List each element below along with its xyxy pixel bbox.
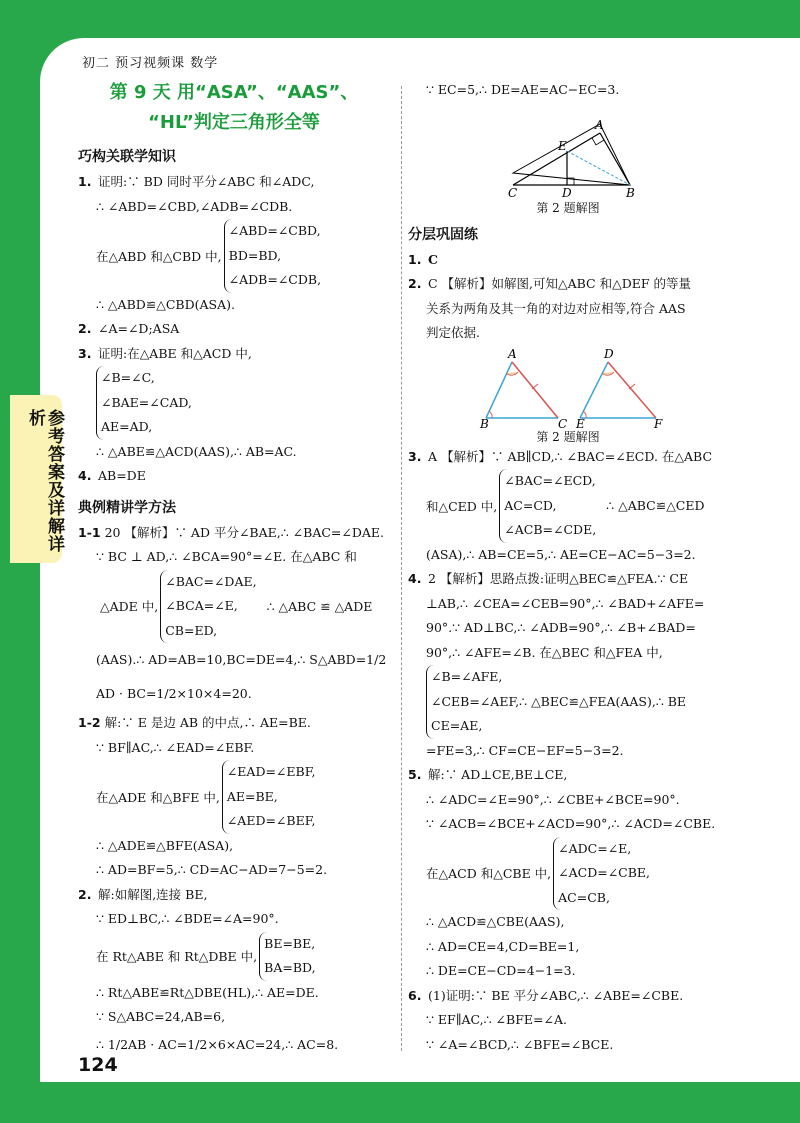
question-number: 6. bbox=[408, 987, 422, 1003]
answer-text: 解:∵ AD⊥CE,BE⊥CE, bbox=[427, 767, 568, 782]
question-number: 4. bbox=[78, 468, 92, 483]
condition-group bbox=[78, 570, 390, 644]
question-number: 2. bbox=[78, 886, 92, 902]
answer-line bbox=[78, 464, 390, 489]
brace-block bbox=[426, 665, 686, 739]
answer-line: 判定依据. bbox=[426, 325, 480, 340]
question-number: 1-2 bbox=[78, 715, 101, 730]
answer-line: ∴ DE=CE−CD=4−1=3. bbox=[426, 963, 576, 978]
condition: ∠EAD=∠EBF, bbox=[226, 764, 316, 779]
answer-text: 证明:在△ABE 和△ACD 中, bbox=[97, 345, 252, 361]
answer-line: ∴ AD=CE=4,CD=BE=1, bbox=[426, 938, 580, 954]
question-number: 3. bbox=[78, 345, 92, 361]
answer-line bbox=[408, 272, 728, 297]
answer-line bbox=[408, 567, 728, 592]
label-d: D bbox=[604, 346, 614, 361]
side-tab-label: 参考答案及详解详析 bbox=[25, 409, 64, 553]
condition-intro: 和△CED 中, bbox=[426, 498, 498, 514]
segment-ed bbox=[580, 362, 608, 418]
label-e: E bbox=[576, 416, 585, 428]
brace-block bbox=[259, 932, 315, 981]
answer-line bbox=[78, 317, 390, 342]
answer-line bbox=[408, 984, 728, 1009]
condition-intro: 在△ACD 和△CBE 中, bbox=[426, 866, 552, 882]
answer-text: C 【解析】如解图,可知△ABC 和△DEF 的等量 bbox=[427, 276, 691, 291]
answer-line: ∵ ∠A=∠BCD,∴ ∠BFE=∠BCE. bbox=[426, 1036, 614, 1052]
label-d: D bbox=[562, 185, 572, 199]
answer-line: AD · BC=1/2×10×4=20. bbox=[96, 686, 252, 701]
page-number: 124 bbox=[78, 1054, 118, 1076]
figure-caption: 第 2 题解图 bbox=[536, 200, 600, 215]
answer-text: 证明:∵ BD 同时平分∠ABC 和∠ADC, bbox=[97, 174, 315, 189]
condition-group bbox=[78, 932, 390, 981]
answer-line bbox=[408, 763, 728, 788]
right-column bbox=[408, 78, 728, 1057]
label-a: A bbox=[595, 117, 604, 132]
label-b: B bbox=[626, 185, 635, 199]
answer-line: ∴ △ACD≌△CBE(AAS), bbox=[426, 914, 565, 929]
answer-text: 20 【解析】∵ AD 平分∠BAE,∴ ∠BAC=∠DAE. bbox=[104, 524, 385, 540]
condition: ∠ADB=∠CDB, bbox=[228, 272, 322, 287]
answer-line: 90°,∴ ∠AFE=∠B. 在△BEC 和△FEA 中, bbox=[426, 644, 663, 660]
right-angle-mark bbox=[592, 138, 604, 145]
condition: ∠B=∠C, bbox=[101, 370, 155, 385]
condition: AE=BE, bbox=[226, 788, 278, 804]
condition-conclusion: ∴ △ABC≌△CED bbox=[606, 498, 705, 514]
brace-block bbox=[160, 570, 256, 644]
label-b: B bbox=[480, 416, 489, 428]
brace-block bbox=[224, 219, 321, 293]
condition: BA=BD, bbox=[264, 960, 316, 975]
answer-line bbox=[408, 445, 728, 470]
segment-ba bbox=[486, 362, 512, 418]
answer-line: ∵ EF∥AC,∴ ∠BFE=∠A. bbox=[426, 1012, 567, 1027]
segment-df bbox=[608, 362, 656, 418]
condition: BD=BD, bbox=[228, 247, 282, 263]
answer-line bbox=[78, 170, 390, 195]
condition: BE=BE, bbox=[264, 935, 316, 951]
segment-ab bbox=[600, 133, 630, 185]
answer-line: ∵ ED⊥BC,∴ ∠BDE=∠A=90°. bbox=[96, 911, 279, 926]
condition-group bbox=[78, 219, 390, 293]
segment-ac bbox=[512, 362, 558, 418]
condition: ∠AED=∠BEF, bbox=[226, 813, 316, 828]
condition-intro: 在 Rt△ABE 和 Rt△DBE 中, bbox=[96, 949, 258, 964]
question-number: 2. bbox=[408, 276, 422, 291]
answer-line: ∵ EC=5,∴ DE=AE=AC−EC=3. bbox=[426, 82, 620, 97]
brace-block bbox=[499, 469, 596, 543]
answer-text: A 【解析】∵ AB∥CD,∴ ∠BAC=∠ECD. 在△ABC bbox=[427, 448, 713, 464]
condition: AE=AD, bbox=[101, 419, 153, 434]
condition-conclusion: ∴ △ABC ≌ △ADE bbox=[266, 598, 373, 614]
answer-line: 90°.∵ AD⊥BC,∴ ∠ADB=90°,∴ ∠B+∠BAD= bbox=[426, 620, 696, 635]
brace-block bbox=[96, 366, 192, 440]
answer-line: (AAS).∴ AD=AB=10,BC=DE=4,∴ S△ABD=1/2 bbox=[96, 652, 387, 667]
answer-line: ∵ S△ABC=24,AB=6, bbox=[96, 1009, 226, 1024]
answer-text: C bbox=[427, 251, 438, 267]
answer-line: ∵ BC ⊥ AD,∴ ∠BCA=90°=∠E. 在△ABC 和 bbox=[96, 549, 357, 564]
condition: AC=CB, bbox=[558, 889, 610, 905]
page-title bbox=[78, 78, 390, 138]
question-number: 2. bbox=[78, 321, 92, 336]
condition: ∠ACD=∠CBE, bbox=[558, 865, 651, 880]
title-line-1: 第 9 天 用“ASA”、“AAS”、 bbox=[109, 82, 359, 103]
label-c: C bbox=[508, 185, 518, 199]
condition-group bbox=[408, 469, 728, 543]
condition-intro: 在△ABD 和△CBD 中, bbox=[96, 248, 222, 264]
running-header: 初二 预习视频课 数学 bbox=[82, 56, 219, 71]
brace-block bbox=[553, 837, 650, 911]
answer-line: =FE=3,∴ CF=CE−EF=5−3=2. bbox=[426, 742, 624, 758]
answer-text: AB=DE bbox=[97, 468, 146, 483]
answer-line: ∴ ∠ADC=∠E=90°,∴ ∠CBE+∠BCE=90°. bbox=[426, 791, 680, 807]
answer-text: 解:如解图,连接 BE, bbox=[97, 886, 208, 902]
answer-line: ∵ BF∥AC,∴ ∠EAD=∠EBF. bbox=[96, 739, 255, 755]
condition: CB=ED, bbox=[165, 622, 218, 638]
answer-text: 2 【解析】思路点拨:证明△BEC≌△FEA.∵ CE bbox=[427, 571, 689, 586]
answer-line: ∴ 1/2AB · AC=1/2×6×AC=24,∴ AC=8. bbox=[96, 1036, 339, 1052]
condition: ∠CEB=∠AEF,∴ △BEC≌△FEA(AAS),∴ BE bbox=[431, 693, 687, 709]
answer-line bbox=[408, 248, 728, 273]
figure-1 bbox=[408, 103, 728, 199]
answer-line: ⊥AB,∴ ∠CEA=∠CEB=90°,∴ ∠BAD+∠AFE= bbox=[426, 595, 705, 611]
left-column bbox=[78, 78, 390, 1060]
condition-group bbox=[408, 837, 728, 911]
column-divider bbox=[401, 86, 402, 1051]
answer-line: (ASA),∴ AB=CE=5,∴ AE=CE−AC=5−3=2. bbox=[426, 546, 696, 562]
triangle-diagram-1 bbox=[408, 103, 728, 199]
condition-group bbox=[78, 366, 390, 440]
figure-2 bbox=[408, 346, 728, 428]
question-number: 1-1 bbox=[78, 524, 101, 540]
section-heading: 巧构关联学知识 bbox=[78, 149, 176, 165]
answer-text: ∠A=∠D;ASA bbox=[97, 321, 180, 336]
answer-line bbox=[78, 342, 390, 367]
condition: CE=AE, bbox=[431, 718, 483, 733]
figure-caption: 第 2 题解图 bbox=[536, 429, 600, 444]
label-f: F bbox=[654, 416, 663, 428]
question-number: 1. bbox=[408, 251, 422, 267]
answer-line: 关系为两角及其一角的对边对应相等,符合 AAS bbox=[426, 300, 686, 316]
question-number: 3. bbox=[408, 448, 422, 464]
condition-intro: 在△ADE 和△BFE 中, bbox=[96, 789, 220, 805]
answer-line bbox=[78, 883, 390, 908]
condition: ∠ADC=∠E, bbox=[558, 840, 632, 856]
answer-line: ∴ AD=BF=5,∴ CD=AC−AD=7−5=2. bbox=[96, 862, 328, 877]
answer-line: ∵ ∠ACB=∠BCE+∠ACD=90°,∴ ∠ACD=∠CBE. bbox=[426, 816, 716, 831]
condition: ∠BAC=∠ECD, bbox=[504, 473, 596, 488]
answer-line: ∴ △ADE≌△BFE(ASA), bbox=[96, 837, 234, 853]
condition-group bbox=[78, 760, 390, 834]
answer-line: ∴ ∠ABD=∠CBD,∠ADB=∠CDB. bbox=[96, 198, 293, 214]
answer-line bbox=[78, 521, 390, 546]
side-tab bbox=[10, 395, 62, 563]
condition: AC=CD, bbox=[504, 497, 557, 513]
section-heading: 典例精讲学方法 bbox=[78, 499, 176, 516]
condition: ∠B=∠AFE, bbox=[431, 669, 503, 684]
answer-line: ∴ Rt△ABE≌Rt△DBE(HL),∴ AE=DE. bbox=[96, 984, 319, 1000]
answer-line: ∴ △ABD≌△CBD(ASA). bbox=[96, 296, 235, 312]
condition: ∠ABD=∠CBD, bbox=[228, 223, 321, 238]
condition-group bbox=[408, 665, 728, 739]
answer-text: (1)证明:∵ BE 平分∠ABC,∴ ∠ABE=∠CBE. bbox=[427, 987, 684, 1003]
answer-line: ∴ △ABE≌△ACD(AAS),∴ AB=AC. bbox=[96, 443, 297, 459]
label-c: C bbox=[558, 416, 568, 428]
answer-text: 解:∵ E 是边 AB 的中点,∴ AE=BE. bbox=[104, 715, 311, 730]
triangle-diagram-2 bbox=[408, 346, 728, 428]
condition: ∠BAC=∠DAE, bbox=[165, 573, 257, 589]
condition-intro: △ADE 中, bbox=[100, 599, 159, 615]
condition: ∠BAE=∠CAD, bbox=[101, 394, 192, 410]
label-e: E bbox=[558, 138, 567, 153]
condition: ∠ACB=∠CDE, bbox=[504, 522, 597, 537]
brace-block bbox=[222, 760, 316, 834]
question-number: 4. bbox=[408, 571, 422, 586]
condition: ∠BCA=∠E, bbox=[165, 598, 238, 613]
label-a: A bbox=[508, 346, 517, 361]
question-number: 1. bbox=[78, 174, 92, 189]
section-heading: 分层巩固练 bbox=[408, 226, 478, 243]
angle-mark bbox=[602, 372, 614, 375]
question-number: 5. bbox=[408, 767, 422, 782]
answer-line bbox=[78, 711, 390, 736]
title-line-2: “HL”判定三角形全等 bbox=[148, 112, 320, 133]
